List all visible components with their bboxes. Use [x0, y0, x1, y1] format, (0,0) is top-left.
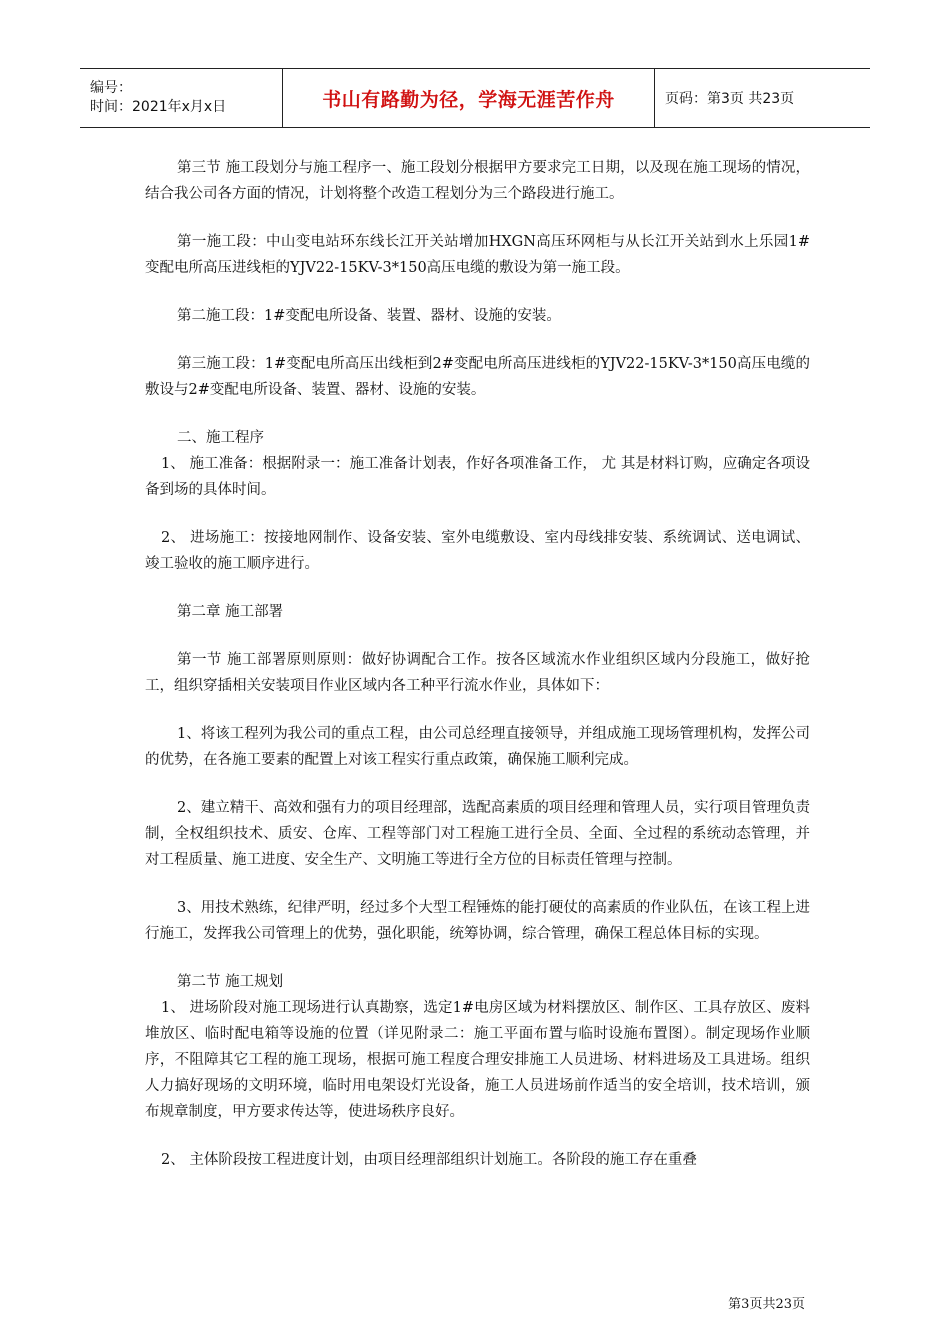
- paragraph: 1、 施工准备：根据附录一：施工准备计划表，作好各项准备工作， 尤 其是材料订购，应确定各项设备到场的具体时间。: [145, 456, 810, 498]
- paragraph: 1、 进场阶段对施工现场进行认真勘察，选定1#电房区域为材料摆放区、制作区、工具存放区、废料堆放区、临时配电箱等设施的位置（详见附录二：施工平面布置与临时设施布置图）。制定现场作业顺序，不阻障其它工程的施工现场，根据可施工程度合理安排施工人员进场、材料进场及工具进场。组织人力搞好现场的文明环境，临时用电架设灯光设备，施工人员进场前作适当的安全培训，技术培训，颁布规章制度，甲方要求传达等，使进场秩序良好。: [145, 1000, 810, 1120]
- header-meta: [80, 69, 282, 127]
- paragraph: 第三节 施工段划分与施工程序一、施工段划分根据甲方要求完工日期，以及现在施工现场的情况，结合我公司各方面的情况，计划将整个改造工程划分为三个路段进行施工。: [145, 160, 810, 202]
- document-body: [145, 155, 810, 1195]
- date-line: 时间：2021年x月x日: [90, 99, 227, 115]
- paragraph: 3、用技术熟练，纪律严明，经过多个大型工程锤炼的能打硬仗的高素质的作业队伍，在该工程上进行施工，发挥我公司管理上的优势，强化职能，统筹协调，综合管理，确保工程总体目标的实现。: [145, 900, 810, 942]
- motto: 书山有路勤为径，学海无涯苦作舟: [322, 88, 615, 111]
- paragraph: 2、 主体阶段按工程进度计划，由项目经理部组织计划施工。各阶段的施工存在重叠: [161, 1152, 697, 1168]
- chapter-heading: 第二章 施工部署: [177, 604, 284, 620]
- section-heading: 第二节 施工规划: [177, 974, 284, 990]
- page-header: [80, 68, 870, 128]
- paragraph: 第一节 施工部署原则原则：做好协调配合工作。按各区域流水作业组织区域内分段施工，做好抢工，组织穿插相关安装项目作业区域内各工种平行流水作业，具体如下：: [145, 652, 810, 694]
- paragraph: 1、将该工程列为我公司的重点工程，由公司总经理直接领导，并组成施工现场管理机构，发挥公司的优势，在各施工要素的配置上对该工程实行重点政策，确保施工顺利完成。: [145, 726, 810, 768]
- paragraph: 第三施工段：1#变配电所高压出线柜到2#变配电所高压进线柜的YJV22-15KV-3*150高压电缆的敷设与2#变配电所设备、装置、器材、设施的安装。: [145, 356, 810, 398]
- paragraph: 第一施工段：中山变电站环东线长江开关站增加HXGN高压环网柜与从长江开关站到水上乐园1#变配电所高压进线柜的YJV22-15KV-3*150高压电缆的敷设为第一施工段。: [145, 234, 810, 276]
- paragraph: 2、建立精干、高效和强有力的项目经理部，选配高素质的项目经理和管理人员，实行项目管理负责制，全权组织技术、质安、仓库、工程等部门对工程施工进行全员、全面、全过程的系统动态管理，并对工程质量、施工进度、安全生产、文明施工等进行全方位的目标责任管理与控制。: [145, 800, 810, 868]
- page-footer: 第3页共23页: [728, 1297, 805, 1312]
- header-page-cell: [655, 69, 870, 127]
- page-code: 页码：第3页 共23页: [665, 91, 795, 107]
- paragraph: 第二施工段：1#变配电所设备、装置、器材、设施的安装。: [177, 308, 561, 324]
- header-motto-cell: [282, 69, 655, 127]
- section-heading: 二、施工程序: [177, 430, 264, 446]
- serial-label: 编号：: [90, 80, 132, 96]
- paragraph: 2、 进场施工：按接地网制作、设备安装、室外电缆敷设、室内母线排安装、系统调试、送电调试、竣工验收的施工顺序进行。: [145, 530, 810, 572]
